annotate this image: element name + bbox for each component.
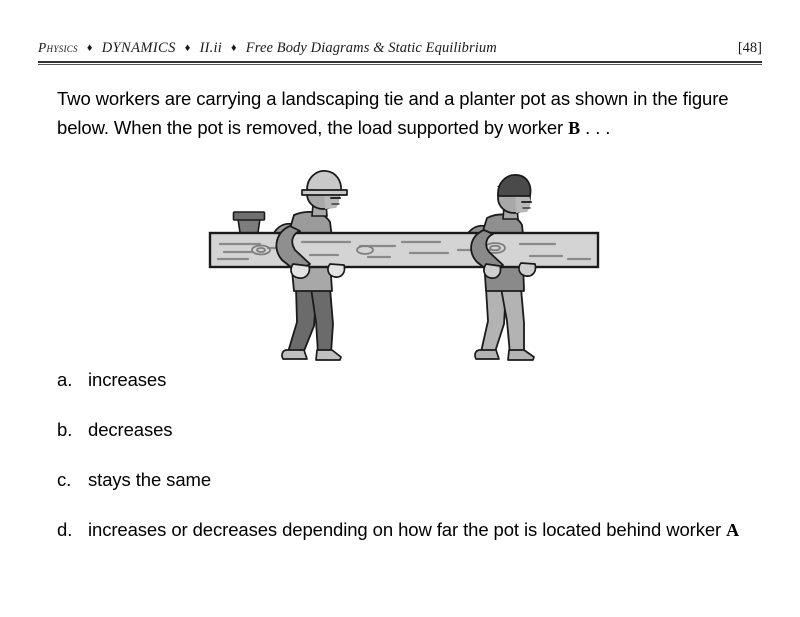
worker-b-hand bbox=[519, 263, 536, 276]
answer-option-c[interactable] bbox=[57, 466, 757, 494]
question-worker-b-reference: B bbox=[568, 118, 581, 138]
figure-workers-carrying-tie bbox=[190, 160, 620, 375]
option-letter-c: c. bbox=[57, 469, 72, 490]
option-d-cont-pre: worker bbox=[666, 519, 727, 540]
worker-a-legs bbox=[288, 288, 333, 356]
option-text-d bbox=[87, 516, 757, 544]
answer-option-d[interactable] bbox=[57, 516, 757, 544]
question-line-2-pre: figure below. When the pot is removed, the load supported by worker bbox=[57, 88, 729, 138]
landscaping-tie-beam bbox=[210, 233, 598, 267]
answer-option-b[interactable] bbox=[57, 416, 757, 444]
page-header bbox=[38, 40, 762, 66]
option-d-worker-reference: A bbox=[726, 520, 740, 540]
cap-icon bbox=[498, 175, 531, 196]
option-letter-b: b. bbox=[57, 419, 73, 440]
breadcrumb-subject: Physics bbox=[38, 40, 78, 55]
worker-b-hand bbox=[484, 264, 501, 278]
option-text-d-line2 bbox=[666, 519, 739, 540]
answer-options-list bbox=[57, 366, 757, 566]
option-text-c: stays the same bbox=[88, 469, 212, 490]
option-text-b: decreases bbox=[88, 419, 173, 440]
question-line-1: Two workers are carrying a landscaping tie and a planter pot as shown in the bbox=[57, 88, 678, 109]
worker-a-shoes bbox=[282, 350, 341, 360]
breadcrumb-topic: Free Body Diagrams & Static Equilibrium bbox=[245, 40, 497, 56]
breadcrumb-separator-icon: ♦ bbox=[184, 41, 191, 54]
option-letter-d: d. bbox=[57, 519, 73, 540]
page-number: [48] bbox=[737, 40, 762, 56]
worker-a-hand bbox=[328, 264, 345, 277]
header-rule-thin bbox=[38, 64, 762, 65]
worker-a-hand bbox=[291, 264, 309, 278]
breadcrumb-unit: DYNAMICS bbox=[101, 40, 176, 56]
breadcrumb-separator-icon: ♦ bbox=[86, 41, 93, 54]
answer-option-a[interactable] bbox=[57, 366, 757, 394]
header-rule-thick bbox=[38, 61, 762, 63]
breadcrumb bbox=[38, 40, 497, 57]
question-stem bbox=[57, 84, 747, 143]
worker-b-shoes bbox=[475, 350, 534, 360]
option-text-a: increases bbox=[88, 369, 167, 390]
question-line-2-post: . . . bbox=[580, 117, 611, 138]
breadcrumb-separator-icon: ♦ bbox=[230, 41, 237, 54]
hard-hat-icon bbox=[307, 171, 341, 191]
breadcrumb-section: II.ii bbox=[199, 40, 222, 56]
option-letter-a: a. bbox=[57, 369, 73, 390]
option-text-d-line1: increases or decreases depending on how far the pot is located behind bbox=[88, 519, 662, 540]
worker-b-legs bbox=[481, 288, 524, 355]
